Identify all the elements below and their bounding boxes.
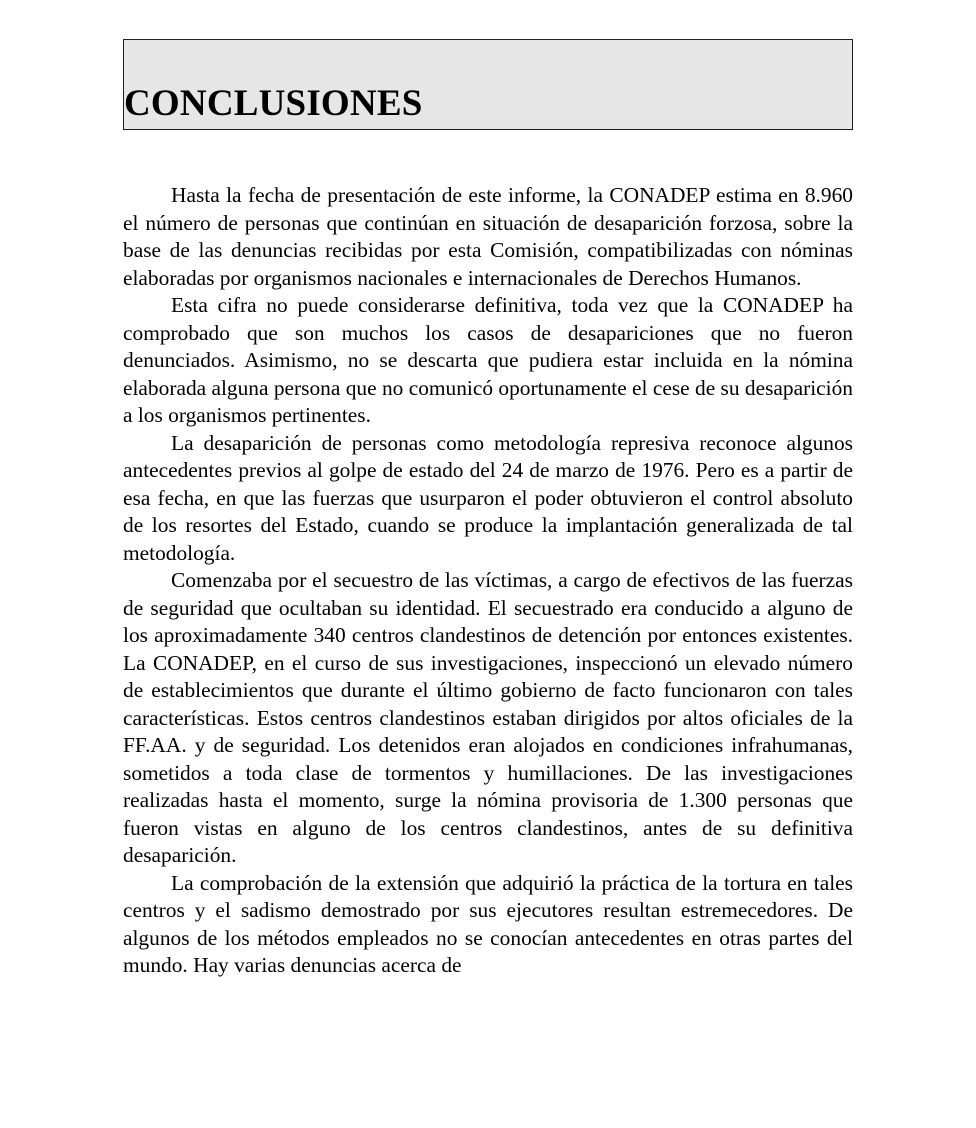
document-page [123, 39, 853, 980]
paragraph-4: Comenzaba por el secuestro de las víctimas, a cargo de efectivos de las fuerzas de seguridad que ocultaban su identidad. El secuestrado era conducido a alguno de los aproximadamente 340 centros clandestinos de detención por entonces existentes. La CONADEP, en el curso de sus investigaciones, inspeccionó un elevado número de establecimientos que durante el último gobierno de facto funcionaron con tales características. Estos centros clandestinos estaban dirigidos por altos oficiales de la FF.AA. y de seguridad. Los detenidos eran alojados en condiciones infrahumanas, sometidos a toda clase de tormentos y humillaciones. De las investigaciones realizadas hasta el momento, surge la nómina provisoria de 1.300 personas que fueron vistas en alguno de los centros clandestinos, antes de su definitiva desaparición. [123, 568, 853, 867]
title-box [123, 39, 853, 130]
document-body [123, 182, 853, 980]
paragraph-2: Esta cifra no puede considerarse definitiva, toda vez que la CONADEP ha comprobado que son muchos los casos de desapariciones que no fueron denunciados. Asimismo, no se descarta que pudiera estar incluida en la nómina elaborada alguna persona que no comunicó oportunamente el cese de su desaparición a los organismos pertinentes. [123, 293, 853, 427]
paragraph-1: Hasta la fecha de presentación de este informe, la CONADEP estima en 8.960 el número de personas que continúan en situación de desaparición forzosa, sobre la base de las denuncias recibidas por esta Comisión, compatibilizadas con nóminas elaboradas por organismos nacionales e internacionales de Derechos Humanos. [123, 183, 853, 290]
page-title: CONCLUSIONES [124, 83, 423, 124]
paragraph-5: La comprobación de la extensión que adquirió la práctica de la tortura en tales centros y el sadismo demostrado por sus ejecutores resultan estremecedores. De algunos de los métodos empleados no se conocían antecedentes en otras partes del mundo. Hay varias denuncias acerca de [123, 870, 853, 977]
paragraph-3: La desaparición de personas como metodología represiva reconoce algunos antecedentes previos al golpe de estado del 24 de marzo de 1976. Pero es a partir de esa fecha, en que las fuerzas que usurparon el poder obtuvieron el control absoluto de los resortes del Estado, cuando se produce la implantación generalizada de tal metodología. [123, 430, 853, 565]
